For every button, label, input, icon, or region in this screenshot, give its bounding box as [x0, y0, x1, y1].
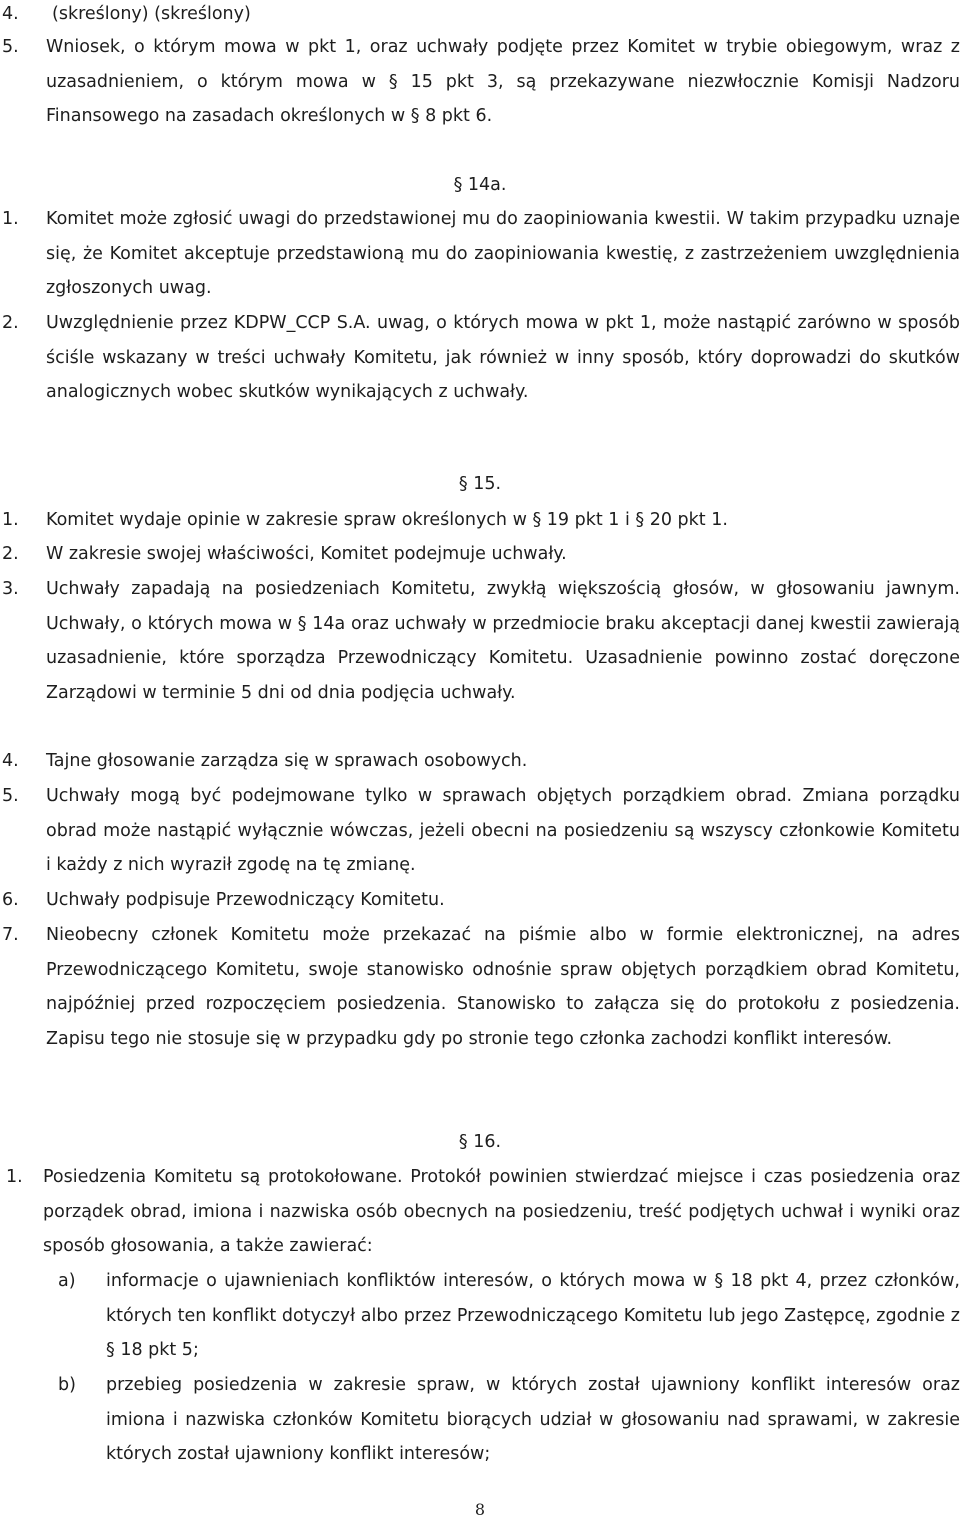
- item-text: Uchwały zapadają na posiedzeniach Komitetu, zwykłą większością głosów, w głosowaniu jawnym. Uchwały, o których mowa w § 14a oraz uchwały w przedmiocie braku akceptacji danej kwestii zawierają uzasadnienie, które sporządza Przewodniczący Komitetu. Uzasadnienie powinno zostać doręczone Zarządowi w terminie 5 dni od dnia podjęcia uchwały.: [46, 579, 960, 703]
- item-number: 3.: [2, 579, 19, 599]
- item-number: 7.: [2, 925, 19, 945]
- item-text: Tajne głosowanie zarządza się w sprawach osobowych.: [46, 751, 528, 771]
- item-text: Uchwały podpisuje Przewodniczący Komitetu.: [46, 890, 445, 910]
- item-text: Nieobecny członek Komitetu może przekazać na piśmie albo w formie elektronicznej, na adres Przewodniczącego Komitetu, swoje stanowisko odnośnie spraw objętych porządkiem obrad Komitetu, najpóźniej przed rozpoczęciem posiedzenia. Stanowisko to załącza się do protokołu z posiedzenia. Zapisu tego nie stosuje się w przypadku gdy po stronie tego członka zachodzi konflikt interesów.: [46, 925, 960, 1049]
- item-text: Komitet może zgłosić uwagi do przedstawionej mu do zaopiniowania kwestii. W takim przypadku uznaje się, że Komitet akceptuje przedstawioną mu do zaopiniowania kwestię, z zastrzeżeniem uwzględnienia zgłoszonych uwag.: [46, 209, 960, 298]
- item-number: 2.: [2, 544, 19, 564]
- item-text: Posiedzenia Komitetu są protokołowane. Protokół powinien stwierdzać miejsce i czas posiedzenia oraz porządek obrad, imiona i nazwiska osób obecnych na posiedzeniu, treść podjętych uchwał i wyniki oraz sposób głosowania, a także zawierać:: [43, 1167, 960, 1256]
- item-text: Wniosek, o którym mowa w pkt 1, oraz uchwały podjęte przez Komitet w trybie obiegowym, wraz z uzasadnieniem, o którym mowa w § 15 pkt 3, są przekazywane niezwłocznie Komisji Nadzoru Finansowego na zasadach określonych w § 8 pkt 6.: [46, 37, 960, 126]
- sub-item-text: informacje o ujawnieniach konfliktów interesów, o których mowa w § 18 pkt 4, przez członków, których ten konflikt dotyczył albo przez Przewodniczącego Komitetu lub jego Zastępcę, zgodnie z § 18 pkt 5;: [106, 1271, 960, 1360]
- item-number: 4.: [2, 4, 19, 24]
- item-number: 1.: [2, 510, 19, 530]
- page-number: 8: [474, 1500, 486, 1519]
- item-number: 4.: [2, 751, 19, 771]
- item-text: Uwzględnienie przez KDPW_CCP S.A. uwag, o których mowa w pkt 1, może nastąpić zarówno w sposób ściśle wskazany w treści uchwały Komitetu, jak również w inny sposób, który doprowadzi do skutków analogicznych wobec skutków wynikających z uchwały.: [46, 313, 960, 402]
- item-number: 6.: [2, 890, 19, 910]
- section-heading: § 15.: [458, 474, 502, 494]
- item-number: 5.: [2, 786, 19, 806]
- item-text: Komitet wydaje opinie w zakresie spraw określonych w § 19 pkt 1 i § 20 pkt 1.: [46, 510, 728, 530]
- section-heading: § 16.: [458, 1132, 502, 1152]
- sub-item-letter: a): [58, 1271, 76, 1291]
- item-number: 2.: [2, 313, 19, 333]
- sub-item-text: przebieg posiedzenia w zakresie spraw, w których został ujawniony konflikt interesów oraz imiona i nazwiska członków Komitetu biorących udział w głosowaniu nad sprawami, w zakresie których został ujawniony konflikt interesów;: [106, 1375, 960, 1464]
- item-text: (skreślony) (skreślony): [52, 4, 251, 24]
- section-heading: § 14a.: [453, 175, 507, 195]
- item-number: 5.: [2, 37, 19, 57]
- item-text: Uchwały mogą być podejmowane tylko w sprawach objętych porządkiem obrad. Zmiana porządku obrad może nastąpić wyłącznie wówczas, jeżeli obecni na posiedzeniu są wszyscy członkowie Komitetu i każdy z nich wyraził zgodę na tę zmianę.: [46, 786, 960, 875]
- item-number: 1.: [6, 1167, 23, 1187]
- item-text: W zakresie swojej właściwości, Komitet podejmuje uchwały.: [46, 544, 567, 564]
- item-number: 1.: [2, 209, 19, 229]
- sub-item-letter: b): [58, 1375, 76, 1395]
